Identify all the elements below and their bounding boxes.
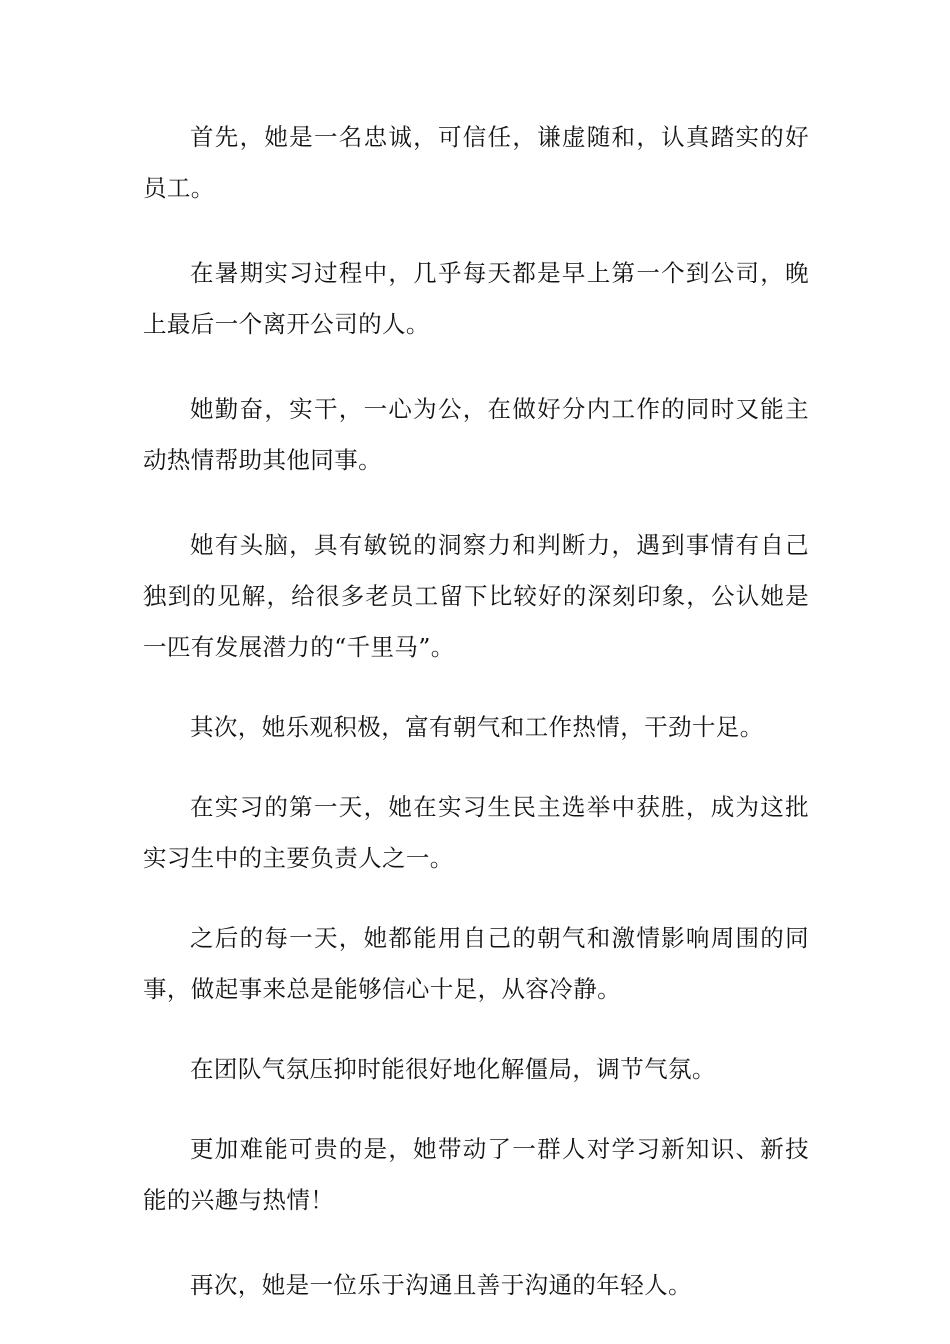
paragraph-6: 在实习的第一天，她在实习生民主选举中获胜，成为这批实习生中的主要负责人之一。 [143, 793, 809, 872]
document-body [143, 112, 809, 1340]
paragraph-5: 其次，她乐观积极，富有朝气和工作热情，干劲十足。 [190, 713, 764, 741]
paragraph-1: 首先，她是一名忠诚，可信任，谦虚随和，认真踏实的好员工。 [143, 123, 809, 202]
paragraph-4: 她有头脑，具有敏锐的洞察力和判断力，遇到事情有自己独到的见解，给很多老员工留下比较好的深刻印象，公认她是一匹有发展潜力的“千里马”。 [143, 531, 809, 661]
paragraph-8: 在团队气氛压抑时能很好地化解僵局，调节气氛。 [190, 1055, 716, 1083]
paragraph-7: 之后的每一天，她都能用自己的朝气和激情影响周围的同事，做起事来总是能够信心十足，从容冷静。 [143, 924, 809, 1003]
paragraph-2: 在暑期实习过程中，几乎每天都是早上第一个到公司，晚上最后一个离开公司的人。 [143, 259, 809, 338]
paragraph-10: 再次，她是一位乐于沟通且善于沟通的年轻人。 [190, 1271, 692, 1299]
paragraph-3: 她勤奋，实干，一心为公，在做好分内工作的同时又能主动热情帮助其他同事。 [143, 395, 809, 474]
paragraph-9: 更加难能可贵的是，她带动了一群人对学习新知识、新技能的兴趣与热情！ [143, 1135, 809, 1214]
